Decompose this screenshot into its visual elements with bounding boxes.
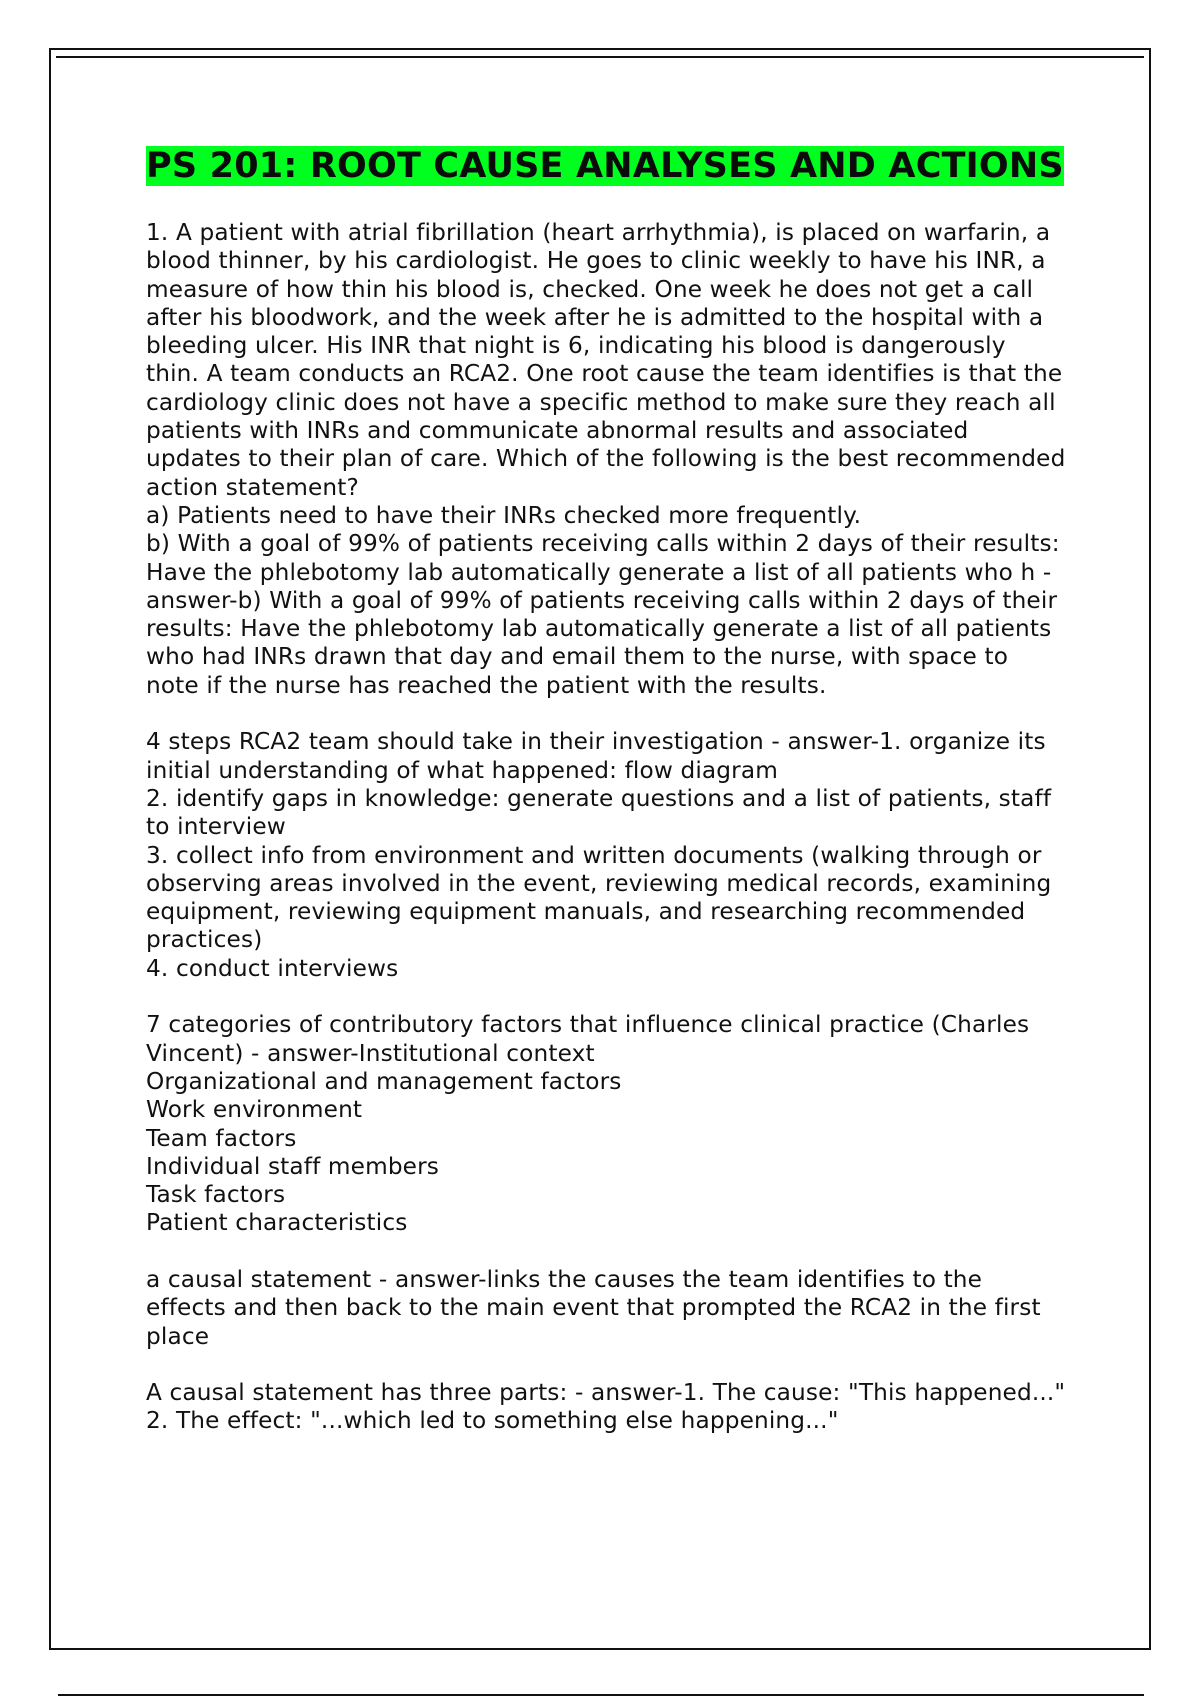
document-body	[146, 145, 1066, 1436]
page-border-inner-rule	[56, 56, 1144, 58]
flashcard-entry: 7 categories of contributory factors that influence clinical practice (Charles Vincent) - answer-Institutional context Organizational and management factors Work environment Team factors Individual staff members Task factors Patient characteristics	[146, 1011, 1030, 1237]
document-title	[146, 145, 1066, 187]
flashcard-entry: A causal statement has three parts: - answer-1. The cause: "This happened..." 2. The effect: "...which led to something else happening..."	[146, 1379, 1066, 1435]
document-title-highlight: PS 201: ROOT CAUSE ANALYSES AND ACTIONS	[146, 146, 1064, 186]
page-bottom-rule	[58, 1694, 1144, 1696]
flashcard-entry: 4 steps RCA2 team should take in their investigation - answer-1. organize its initial understanding of what happened: flow diagram 2. identify gaps in knowledge: generate questions and a list of patients, staff to interview 3. collect info from environment and written documents (walking through or observing areas involved in the event, reviewing medical records, examining equipment, reviewing equipment manuals, and researching recommended practices) 4. conduct interviews	[146, 728, 1052, 982]
flashcard-entry: a causal statement - answer-links the causes the team identifies to the effects and then back to the main event that prompted the RCA2 in the first place	[146, 1265, 1049, 1350]
question-block: 1. A patient with atrial fibrillation (heart arrhythmia), is placed on warfarin, a blood thinner, by his cardiologist. He goes to clinic weekly to have his INR, a measure of how thin his blood is, checked. One week he does not get a call after his bloodwork, and the week after he is admitted to the hospital with a bleeding ulcer. His INR that night is 6, indicating his blood is dangerously thin. A team conducts an RCA2. One root cause the team identifies is that the cardiology clinic does not have a specific method to make sure they reach all patients with INRs and communicate abnormal results and associated updates to their plan of care. Which of the following is the best recommended action statement? a) Patients need to have their INRs checked more frequently. b) With a goal of 99% of patients receiving calls within 2 days of their results: Have the phlebotomy lab automatically generate a list of all patients who h - answer-b) With a goal of 99% of patients receiving calls within 2 days of their results: Have the phlebotomy lab automatically generate a list of all patients who had INRs drawn that day and email them to the nurse, with space to note if the nurse has reached the patient with the results.	[146, 219, 1066, 699]
